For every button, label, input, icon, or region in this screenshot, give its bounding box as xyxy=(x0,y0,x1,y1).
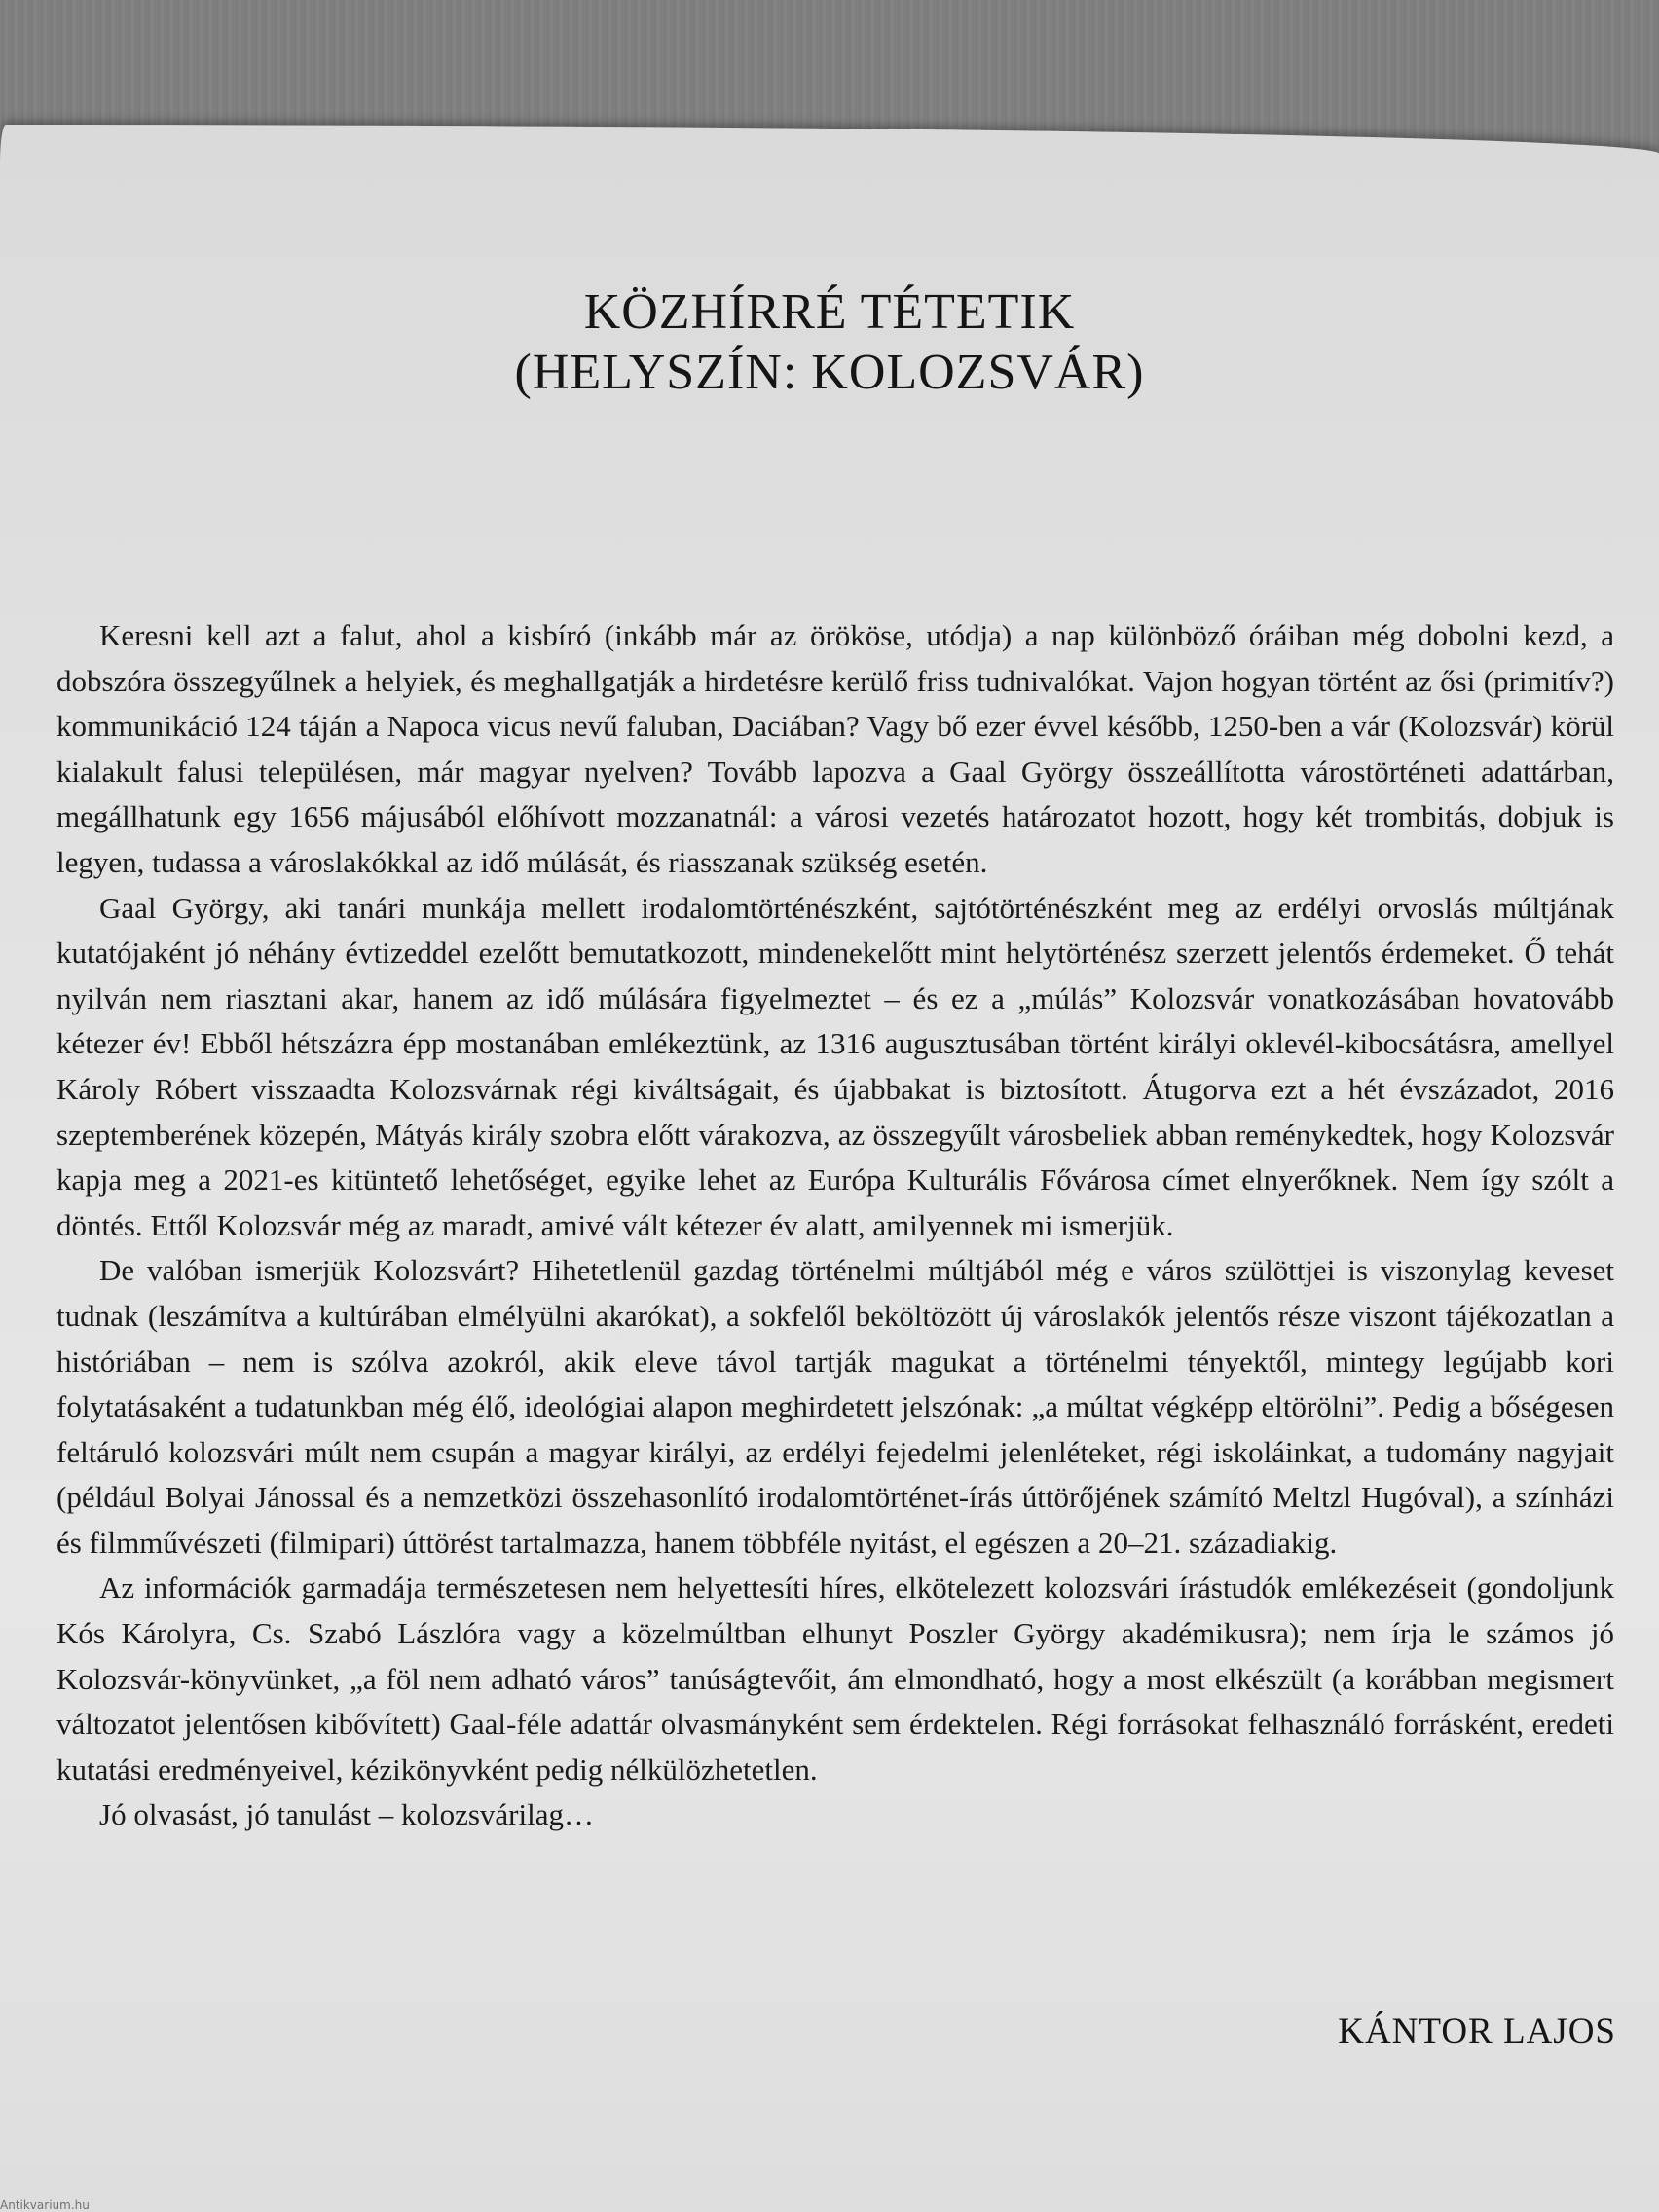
paragraph: Gaal György, aki tanári munkája mellett irodalomtörténészként, sajtótörténészként meg az erdélyi orvoslás múltjának kutatójaként jó néhány évtizeddel ezelőtt bemutatkozott, mindenekelőtt mint helytörténész szerzett jelentős érdemeket. Ő tehát nyilván nem riasztani akar, hanem az idő múlására figyelmeztet – és ez a „múlás” Kolozsvár vonatkozásában hovatovább kétezer év! Ebből hétszázra épp mostanában emlékeztünk, az 1316 augusztusában történt királyi oklevél-kibocsátásra, amellyel Károly Róbert visszaadta Kolozsvárnak régi kiváltságait, és újabbakat is biztosított. Átugorva ezt a hét évszázadot, 2016 szeptemberének közepén, Mátyás király szobra előtt várakozva, az összegyűlt városbeliek abban reménykedtek, hogy Kolozsvár kapja meg a 2021-es kitüntető lehetőséget, egyike lehet az Európa Kulturális Fővárosa címet elnyerőknek. Nem így szólt a döntés. Ettől Kolozsvár még az maradt, amivé vált kétezer év alatt, amilyennek mi ismerjük. xyxy=(56,890,1614,1242)
page-content xyxy=(0,125,1659,2212)
paragraph: Keresni kell azt a falut, ahol a kisbíró (inkább már az örököse, utódja) a nap különböző óráiban még dobolni kezd, a dobszóra összegyűlnek a helyiek, és meghallgatják a hirdetésre kerülő friss tudnivalókat. Vajon hogyan történt az ősi (primitív?) kommunikáció 124 táján a Napoca vicus nevű faluban, Daciában? Vagy bő ezer évvel később, 1250-ben a vár (Kolozsvár) körül kialakult falusi településen, már magyar nyelven? Tovább lapozva a Gaal György összeállította várostörténeti adattárban, megállhatunk egy 1656 májusából előhívott mozzanatnál: a városi vezetés határozatot hozott, hogy két trombitás, dobjuk is legyen, tudassa a városlakókkal az idő múlását, és riasszanak szükség esetén. xyxy=(56,618,1614,879)
paragraph: Az információk garmadája természetesen nem helyettesíti híres, elkötelezett kolozsvári írástudók emlékezéseit (gondoljunk Kós Károlyra, Cs. Szabó Lászlóra vagy a közelmúltban elhunyt Poszler György akadémikusra); nem írja le számos jó Kolozsvár-könyvünket, „a föl nem adható város” tanúságtevőit, ám elmondható, hogy a most elkészült (a korábban megismert változatot jelentősen kibővített) Gaal-féle adattár olvasmányként sem érdektelen. Régi forrásokat felhasználó forrásként, eredeti kutatási eredményeivel, kézikönyvként pedig nélkülözhetetlen. xyxy=(56,1570,1614,1787)
closing-line: Jó olvasást, jó tanulást – kolozsvárilag… xyxy=(99,1797,594,1832)
page-title xyxy=(0,282,1659,403)
paragraph: De valóban ismerjük Kolozsvárt? Hihetetlenül gazdag történelmi múltjából még e város szülöttjei is viszonylag keveset tudnak (leszámítva a kultúrában elmélyülni akarókat), a sokfelől beköltözött új városlakók jelentős része viszont tájékozatlan a históriában – nem is szólva azokról, akik eleve távol tartják magukat a történelmi tényektől, mintegy legújabb kori folytatásaként a tudatunkban még élő, ideológiai alapon meghirdetett jelszónak: „a múltat végképp eltörölni”. Pedig a bőségesen feltáruló kolozsvári múlt nem csupán a magyar királyi, az erdélyi fejedelmi jelenléteket, régi iskoláinkat, a tudomány nagyjait (például Bolyai Jánossal és a nemzetközi összehasonlító irodalomtörténet-írás úttörőjének számító Meltzl Hugóval), a színházi és filmművészeti (filmipari) úttörést tartalmazza, hanem többféle nyitást, el egészen a 20–21. századiakig. xyxy=(56,1253,1614,1560)
title-line-1: KÖZHÍRRÉ TÉTETIK xyxy=(583,284,1076,340)
watermark-text: Antikvarium.hu xyxy=(0,2198,90,2212)
article-body xyxy=(56,613,1614,1838)
book-page xyxy=(0,125,1659,2212)
title-line-2: (HELYSZÍN: KOLOZSVÁR) xyxy=(514,345,1145,400)
author-signature: KÁNTOR LAJOS xyxy=(1338,2011,1616,2051)
